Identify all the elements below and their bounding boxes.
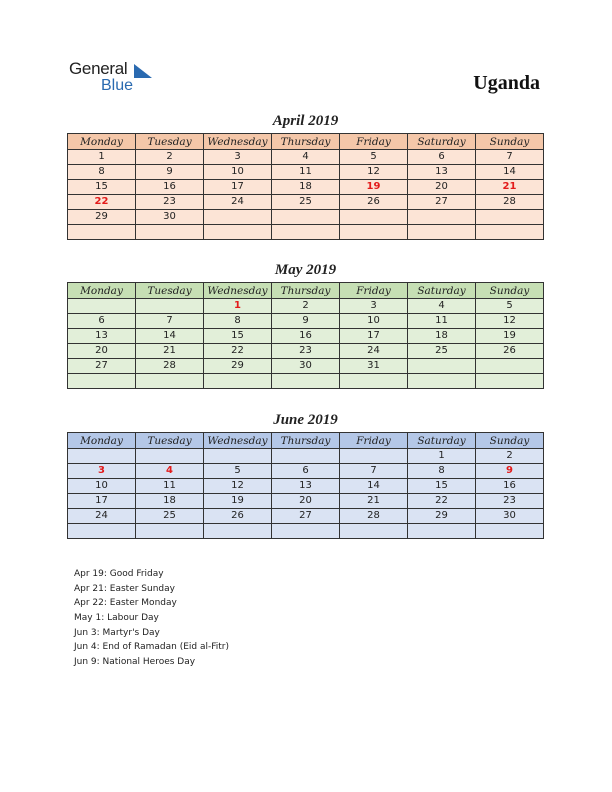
day-cell: 20: [272, 494, 340, 509]
day-cell: [476, 374, 544, 389]
day-cell: 25: [408, 344, 476, 359]
day-cell: 31: [340, 359, 408, 374]
day-cell: 7: [340, 464, 408, 479]
holiday-item: May 1: Labour Day: [74, 613, 159, 624]
week-row: [68, 225, 544, 240]
weekday-header: Tuesday: [136, 433, 204, 449]
week-row: [68, 314, 544, 329]
day-cell: [476, 225, 544, 240]
day-cell: 28: [340, 509, 408, 524]
day-cell: 10: [204, 165, 272, 180]
day-cell: [204, 374, 272, 389]
day-cell: [272, 374, 340, 389]
day-cell: 19: [476, 329, 544, 344]
weekday-header: Thursday: [272, 134, 340, 150]
week-row: [68, 165, 544, 180]
day-cell: [136, 225, 204, 240]
day-cell: [340, 449, 408, 464]
day-cell: 15: [204, 329, 272, 344]
day-cell: 10: [340, 314, 408, 329]
day-cell: [340, 524, 408, 539]
day-cell: [408, 524, 476, 539]
weekday-header: Saturday: [408, 433, 476, 449]
weekday-header: Tuesday: [136, 283, 204, 299]
day-cell: [204, 449, 272, 464]
week-row: [68, 359, 544, 374]
day-cell: 23: [136, 195, 204, 210]
weekday-header: Saturday: [408, 134, 476, 150]
day-cell: 29: [204, 359, 272, 374]
week-row: [68, 449, 544, 464]
day-cell: 22: [68, 195, 136, 210]
day-cell: [204, 524, 272, 539]
day-cell: 20: [408, 180, 476, 195]
day-cell: 7: [136, 314, 204, 329]
holiday-item: Apr 19: Good Friday: [74, 569, 164, 579]
day-cell: [476, 524, 544, 539]
day-cell: [408, 210, 476, 225]
day-cell: [272, 524, 340, 539]
day-cell: 16: [272, 329, 340, 344]
weekday-header-row: [68, 433, 544, 449]
day-cell: 13: [408, 165, 476, 180]
day-cell: 9: [136, 165, 204, 180]
holiday-item: Apr 22: Easter Monday: [74, 598, 177, 609]
logo-triangle-icon: [134, 64, 152, 78]
day-cell: 14: [476, 165, 544, 180]
weekday-header: Sunday: [476, 283, 544, 299]
day-cell: 3: [340, 299, 408, 314]
day-cell: 16: [136, 180, 204, 195]
day-cell: 8: [408, 464, 476, 479]
day-cell: 6: [272, 464, 340, 479]
week-row: [68, 329, 544, 344]
weekday-header: Wednesday: [204, 134, 272, 150]
day-cell: 27: [408, 195, 476, 210]
day-cell: 24: [340, 344, 408, 359]
month-may: [67, 260, 544, 389]
day-cell: [340, 210, 408, 225]
weekday-header: Monday: [68, 433, 136, 449]
day-cell: 8: [68, 165, 136, 180]
day-cell: 6: [68, 314, 136, 329]
day-cell: 17: [68, 494, 136, 509]
day-cell: [68, 225, 136, 240]
week-row: [68, 344, 544, 359]
day-cell: 26: [340, 195, 408, 210]
day-cell: 5: [340, 150, 408, 165]
day-cell: [476, 210, 544, 225]
month-title: April 2019: [272, 113, 339, 129]
day-cell: [68, 299, 136, 314]
day-cell: 25: [272, 195, 340, 210]
day-cell: 18: [136, 494, 204, 509]
day-cell: 22: [408, 494, 476, 509]
day-cell: 14: [136, 329, 204, 344]
day-cell: 28: [476, 195, 544, 210]
weekday-header: Sunday: [476, 433, 544, 449]
day-cell: 4: [272, 150, 340, 165]
day-cell: 20: [68, 344, 136, 359]
day-cell: [68, 524, 136, 539]
month-title: May 2019: [274, 262, 337, 278]
day-cell: 2: [272, 299, 340, 314]
day-cell: [136, 374, 204, 389]
weekday-header: Friday: [340, 134, 408, 150]
day-cell: 22: [204, 344, 272, 359]
day-cell: 8: [204, 314, 272, 329]
calendar-table: [67, 432, 544, 539]
day-cell: [68, 449, 136, 464]
day-cell: [136, 524, 204, 539]
country-title: Uganda: [473, 72, 540, 94]
day-cell: 9: [272, 314, 340, 329]
weekday-header: Monday: [68, 134, 136, 150]
day-cell: 13: [272, 479, 340, 494]
day-cell: [272, 225, 340, 240]
weekday-header: Friday: [340, 433, 408, 449]
holiday-item: Jun 4: End of Ramadan (Eid al-Fitr): [74, 642, 229, 653]
day-cell: 12: [204, 479, 272, 494]
week-row: [68, 180, 544, 195]
weekday-header: Tuesday: [136, 134, 204, 150]
month-title: June 2019: [273, 412, 338, 428]
day-cell: 6: [408, 150, 476, 165]
weekday-header: Friday: [340, 283, 408, 299]
holiday-list: [74, 567, 229, 670]
generalblue-logo: [69, 60, 133, 93]
day-cell: 30: [136, 210, 204, 225]
weekday-header: Saturday: [408, 283, 476, 299]
weekday-header-row: [68, 283, 544, 299]
week-row: [68, 479, 544, 494]
day-cell: 5: [204, 464, 272, 479]
day-cell: 18: [272, 180, 340, 195]
day-cell: 11: [408, 314, 476, 329]
day-cell: 17: [204, 180, 272, 195]
day-cell: 5: [476, 299, 544, 314]
day-cell: 25: [136, 509, 204, 524]
weekday-header-row: [68, 134, 544, 150]
day-cell: 18: [408, 329, 476, 344]
month-april: [67, 111, 544, 240]
day-cell: 13: [68, 329, 136, 344]
month-june: [67, 410, 544, 539]
day-cell: [204, 210, 272, 225]
day-cell: 2: [476, 449, 544, 464]
day-cell: 30: [476, 509, 544, 524]
day-cell: [136, 299, 204, 314]
day-cell: 27: [68, 359, 136, 374]
day-cell: 21: [340, 494, 408, 509]
week-row: [68, 509, 544, 524]
weekday-header: Wednesday: [204, 283, 272, 299]
day-cell: 21: [136, 344, 204, 359]
week-row: [68, 195, 544, 210]
day-cell: 3: [204, 150, 272, 165]
day-cell: 27: [272, 509, 340, 524]
day-cell: 15: [68, 180, 136, 195]
day-cell: [340, 225, 408, 240]
weekday-header: Sunday: [476, 134, 544, 150]
holiday-item: Apr 21: Easter Sunday: [74, 583, 175, 594]
day-cell: 23: [272, 344, 340, 359]
day-cell: 1: [408, 449, 476, 464]
day-cell: 30: [272, 359, 340, 374]
holiday-item: Jun 3: Martyr's Day: [74, 627, 160, 638]
day-cell: 10: [68, 479, 136, 494]
day-cell: 26: [476, 344, 544, 359]
week-row: [68, 494, 544, 509]
day-cell: 14: [340, 479, 408, 494]
day-cell: [408, 225, 476, 240]
day-cell: 15: [408, 479, 476, 494]
logo-blue-text: Blue: [101, 77, 134, 94]
day-cell: 9: [476, 464, 544, 479]
day-cell: [476, 359, 544, 374]
day-cell: 2: [136, 150, 204, 165]
day-cell: [204, 225, 272, 240]
day-cell: 11: [272, 165, 340, 180]
weekday-header: Thursday: [272, 433, 340, 449]
day-cell: 1: [204, 299, 272, 314]
weekday-header: Monday: [68, 283, 136, 299]
day-cell: 26: [204, 509, 272, 524]
week-row: [68, 150, 544, 165]
day-cell: 21: [476, 180, 544, 195]
day-cell: 1: [68, 150, 136, 165]
day-cell: [408, 374, 476, 389]
day-cell: [68, 374, 136, 389]
day-cell: 16: [476, 479, 544, 494]
calendar-table: [67, 282, 544, 389]
day-cell: 3: [68, 464, 136, 479]
day-cell: 29: [408, 509, 476, 524]
week-row: [68, 464, 544, 479]
day-cell: 24: [68, 509, 136, 524]
day-cell: 28: [136, 359, 204, 374]
day-cell: [340, 374, 408, 389]
logo-general-text: General: [69, 59, 128, 78]
week-row: [68, 210, 544, 225]
day-cell: 4: [408, 299, 476, 314]
day-cell: [272, 449, 340, 464]
day-cell: 4: [136, 464, 204, 479]
weekday-header: Wednesday: [204, 433, 272, 449]
day-cell: 19: [340, 180, 408, 195]
weekday-header: Thursday: [272, 283, 340, 299]
week-row: [68, 299, 544, 314]
day-cell: 19: [204, 494, 272, 509]
day-cell: 11: [136, 479, 204, 494]
day-cell: [136, 449, 204, 464]
day-cell: 29: [68, 210, 136, 225]
day-cell: [272, 210, 340, 225]
day-cell: 24: [204, 195, 272, 210]
day-cell: [408, 359, 476, 374]
week-row: [68, 524, 544, 539]
holiday-item: Jun 9: National Heroes Day: [74, 657, 196, 668]
calendar-table: [67, 133, 544, 240]
day-cell: 7: [476, 150, 544, 165]
week-row: [68, 374, 544, 389]
day-cell: 17: [340, 329, 408, 344]
day-cell: 12: [340, 165, 408, 180]
day-cell: 23: [476, 494, 544, 509]
day-cell: 12: [476, 314, 544, 329]
